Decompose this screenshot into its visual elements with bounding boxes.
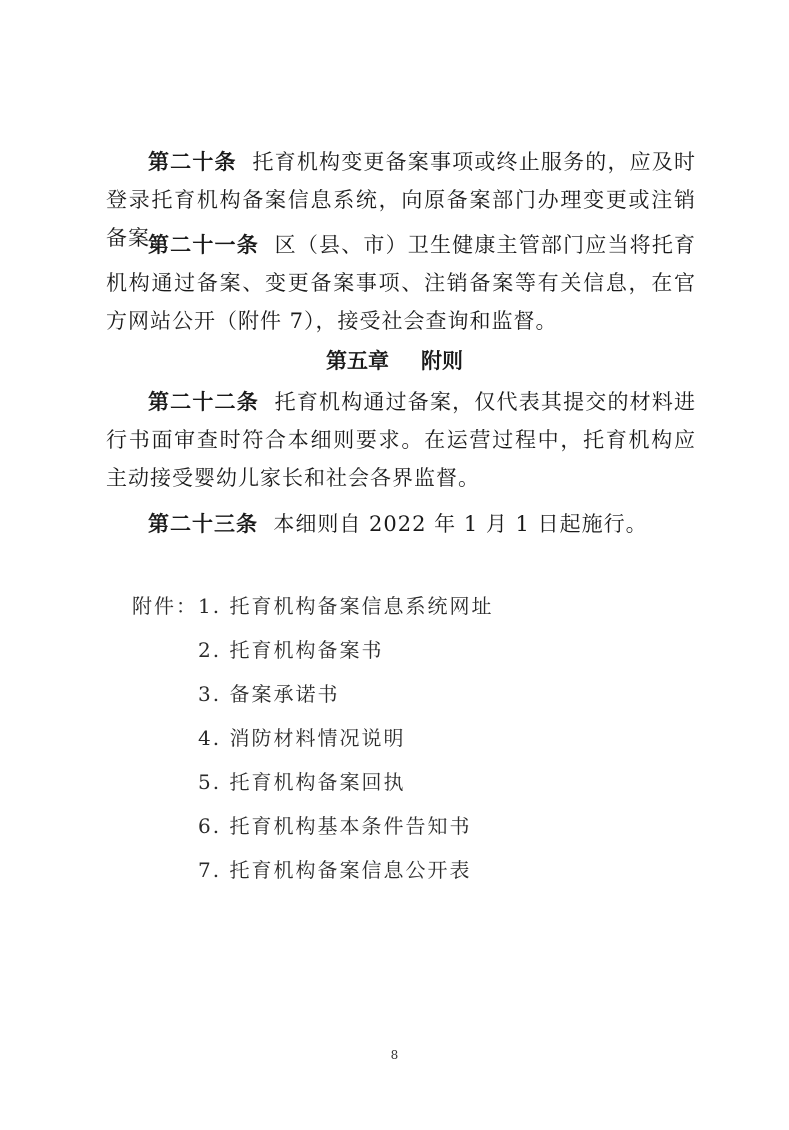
attachment-item-4: 4. 消防材料情况说明: [198, 726, 406, 750]
list-item: [132, 632, 493, 676]
list-item: [132, 720, 493, 764]
article-23-text: 本细则自 2022 年 1 月 1 日起施行。: [273, 512, 648, 536]
article-20-text: 托育机构变更备案事项或终止服务的，应及时登录托育机构备案信息系统，向原备案部门办理变更或注销备案。: [106, 150, 697, 250]
article-21-text: 区（县、市）卫生健康主管部门应当将托育机构通过备案、变更备案事项、注销备案等有关信息，在官方网站公开（附件 7），接受社会查询和监督。: [106, 233, 697, 333]
list-item: [132, 676, 493, 720]
article-22: [106, 383, 696, 497]
attachment-item-6: 6. 托育机构基本条件告知书: [198, 814, 472, 838]
attachment-item-2: 2. 托育机构备案书: [198, 638, 384, 662]
article-23: [106, 505, 696, 543]
attachments-list: [132, 588, 493, 896]
attachment-item-1: 1. 托育机构备案信息系统网址: [198, 594, 494, 618]
article-20-title: 第二十条: [148, 150, 237, 174]
page-number: 8: [390, 1048, 399, 1062]
chapter-name: 附则: [421, 349, 463, 373]
attachments-label: 附件：: [132, 594, 198, 618]
article-23-title: 第二十三条: [148, 512, 258, 536]
attachment-item-7: 7. 托育机构备案信息公开表: [198, 858, 472, 882]
article-22-title: 第二十二条: [148, 390, 259, 414]
article-21: [106, 226, 696, 340]
list-item: [132, 852, 493, 896]
article-22-text: 托育机构通过备案，仅代表其提交的材料进行书面审查时符合本细则要求。在运营过程中，托育机构应主动接受婴幼儿家长和社会各界监督。: [106, 390, 697, 490]
chapter-heading: [0, 345, 789, 375]
attachment-item-5: 5. 托育机构备案回执: [198, 770, 406, 794]
article-21-title: 第二十一条: [148, 233, 259, 257]
list-item: [132, 764, 493, 808]
chapter-number: 第五章: [326, 349, 389, 373]
list-item: [132, 808, 493, 852]
attachment-item-3: 3. 备案承诺书: [198, 682, 340, 706]
list-item: [132, 588, 493, 632]
